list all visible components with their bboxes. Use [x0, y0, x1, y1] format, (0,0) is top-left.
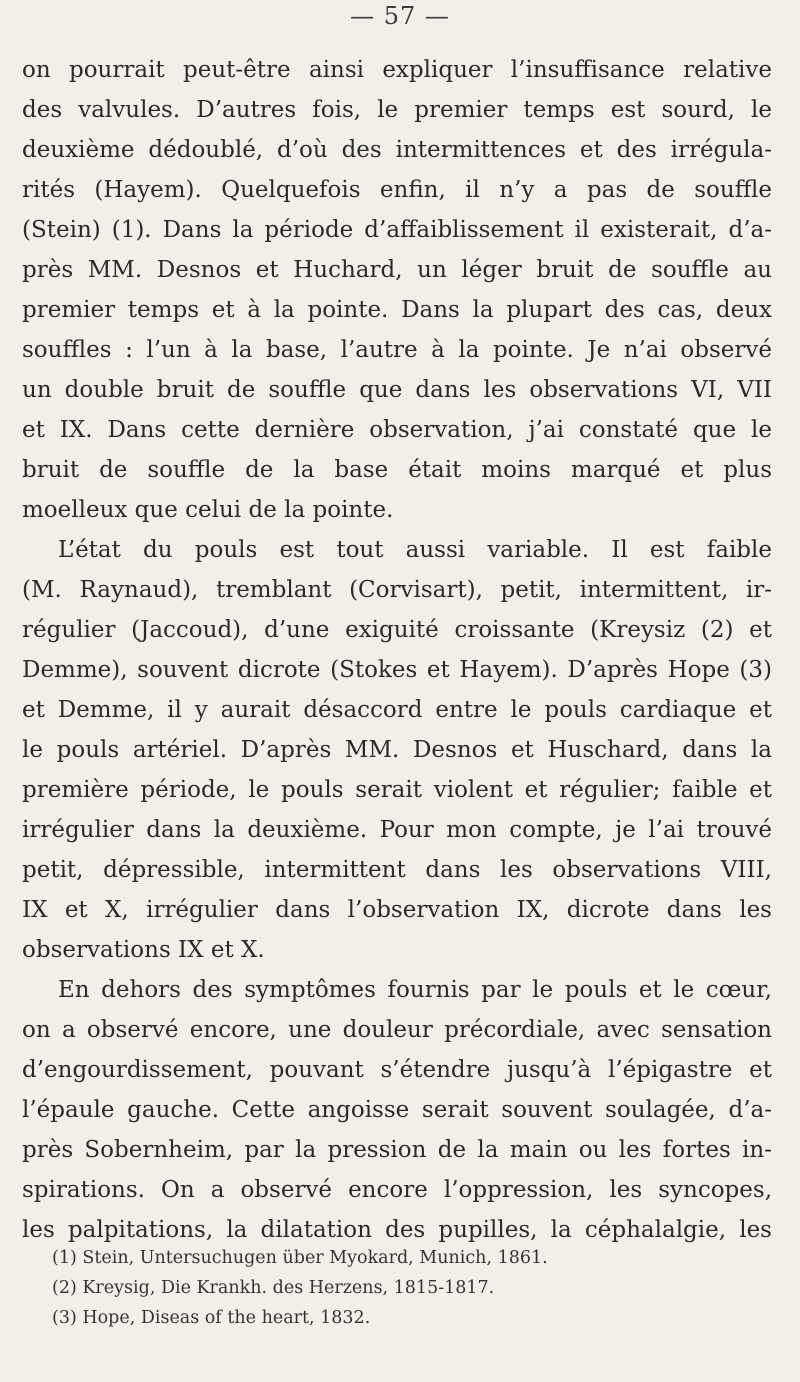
text-line-14: (M. Raynaud), tremblant (Corvisart), petit, intermittent, ir-: [22, 577, 772, 603]
text-line-3: deuxième dédoublé, d’où des intermittences et des irrégula-: [22, 137, 772, 163]
text-line-28: près Sobernheim, par la pression de la main ou les fortes in-: [22, 1137, 772, 1163]
text-line-23: observations IX et X.: [22, 937, 265, 963]
text-line-2: des valvules. D’autres fois, le premier temps est sourd, le: [22, 97, 772, 123]
text-line-13: L’état du pouls est tout aussi variable. Il est faible: [58, 537, 772, 563]
text-line-27: l’épaule gauche. Cette angoisse serait souvent soulagée, d’a-: [22, 1097, 772, 1123]
footnote-1: (1) Stein, Untersuchugen über Myokard, Munich, 1861.: [52, 1248, 548, 1268]
text-line-4: rités (Hayem). Quelquefois enfin, il n’y a pas de souffle: [22, 177, 772, 203]
text-line-17: et Demme, il y aurait désaccord entre le pouls cardiaque et: [22, 697, 772, 723]
text-line-11: bruit de souffle de la base était moins marqué et plus: [22, 457, 772, 483]
text-line-25: on a observé encore, une douleur précordiale, avec sensation: [22, 1017, 772, 1043]
text-line-7: premier temps et à la pointe. Dans la plupart des cas, deux: [22, 297, 772, 323]
text-line-16: Demme), souvent dicrote (Stokes et Hayem). D’après Hope (3): [22, 657, 772, 683]
text-line-19: première période, le pouls serait violent et régulier; faible et: [22, 777, 772, 803]
text-line-10: et IX. Dans cette dernière observation, j’ai constaté que le: [22, 417, 772, 443]
footnote-3: (3) Hope, Diseas of the heart, 1832.: [52, 1308, 371, 1328]
text-line-12: moelleux que celui de la pointe.: [22, 497, 394, 523]
text-line-5: (Stein) (1). Dans la période d’affaiblissement il existerait, d’a-: [22, 217, 772, 243]
text-line-21: petit, dépressible, intermittent dans les observations VIII,: [22, 857, 772, 883]
text-line-30: les palpitations, la dilatation des pupilles, la céphalalgie, les: [22, 1217, 772, 1243]
text-line-18: le pouls artériel. D’après MM. Desnos et Huschard, dans la: [22, 737, 772, 763]
text-line-26: d’engourdissement, pouvant s’étendre jusqu’à l’épigastre et: [22, 1057, 772, 1083]
text-line-15: régulier (Jaccoud), d’une exiguité croissante (Kreysiz (2) et: [22, 617, 772, 643]
text-line-20: irrégulier dans la deuxième. Pour mon compte, je l’ai trouvé: [22, 817, 772, 843]
text-line-8: souffles : l’un à la base, l’autre à la pointe. Je n’ai observé: [22, 337, 772, 363]
text-line-9: un double bruit de souffle que dans les observations VI, VII: [22, 377, 772, 403]
page-number: — 57 —: [350, 2, 450, 30]
text-line-6: près MM. Desnos et Huchard, un léger bruit de souffle au: [22, 257, 772, 283]
text-line-22: IX et X, irrégulier dans l’observation IX, dicrote dans les: [22, 897, 772, 923]
text-line-29: spirations. On a observé encore l’oppression, les syncopes,: [22, 1177, 772, 1203]
text-line-1: on pourrait peut-être ainsi expliquer l’insuffisance relative: [22, 57, 772, 83]
footnote-2: (2) Kreysig, Die Krankh. des Herzens, 1815-1817.: [52, 1278, 495, 1298]
text-line-24: En dehors des symptômes fournis par le pouls et le cœur,: [58, 977, 772, 1003]
